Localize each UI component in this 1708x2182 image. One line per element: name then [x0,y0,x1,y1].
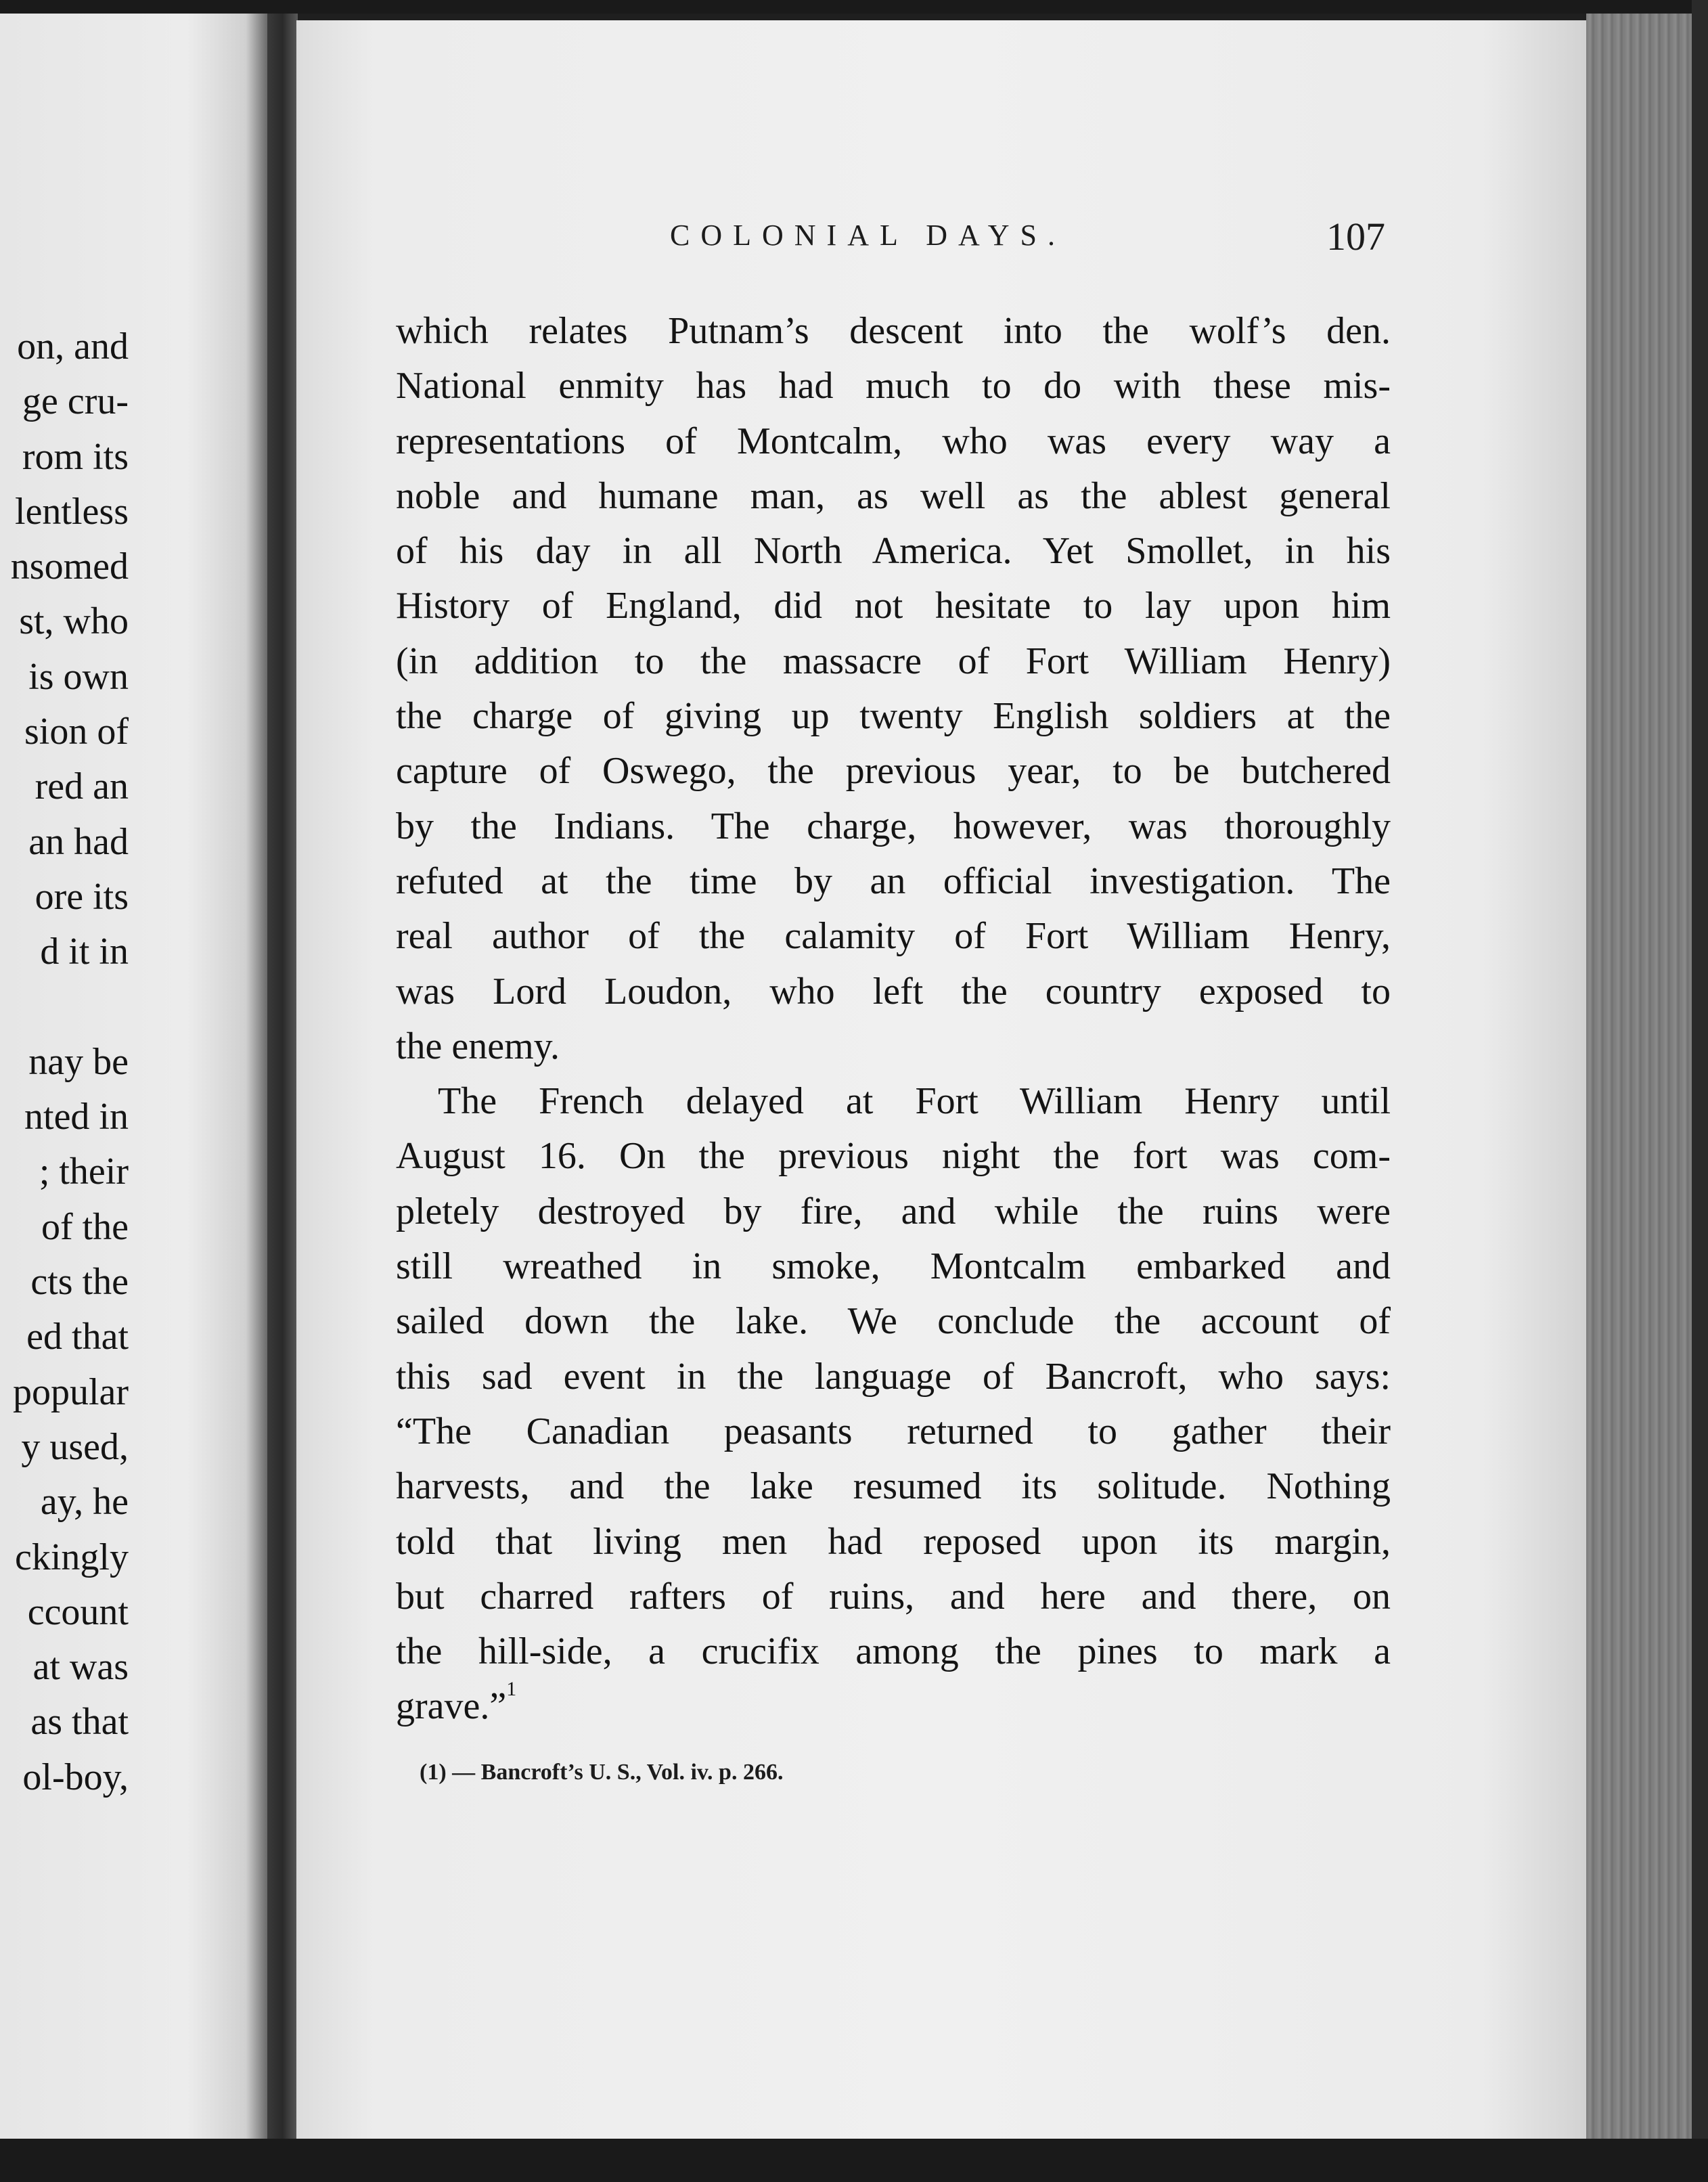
text-line: which relates Putnam’s descent into the wolf’s den. [396,310,1391,352]
scan-right-border [1692,0,1708,2182]
text-line: real author of the calamity of Fort William Henry, [396,915,1391,958]
footnote-marker: 1 [506,1678,517,1701]
left-line: ; their [39,1151,129,1193]
text-line: the enemy. [396,1025,560,1067]
left-line: ckingly [15,1536,129,1578]
text-line: but charred rafters of ruins, and here and there, on [396,1575,1391,1618]
left-line: y used, [21,1425,129,1468]
left-line: st, who [19,600,129,643]
text-line: (in addition to the massacre of Fort William Henry) [396,640,1391,682]
left-line: at was [32,1646,129,1689]
page-number: 107 [1326,215,1385,259]
left-line: nay be [28,1040,129,1083]
text-line: grave.” [396,1685,507,1728]
text-line: by the Indians. The charge, however, was thoroughly [396,805,1391,847]
left-facing-page [0,14,267,2139]
left-line: popular [12,1371,129,1413]
footnote: (1) — Bancroft’s U. S., Vol. iv. p. 266. [420,1760,784,1785]
left-paragraph-gap [0,980,129,1035]
text-line: sailed down the lake. We conclude the account of [396,1300,1391,1343]
text-line: still wreathed in smoke, Montcalm embarked and [396,1245,1391,1288]
body-text [396,304,1391,1735]
left-line: ay, he [40,1481,129,1523]
text-line: capture of Oswego, the previous year, to be butchered [396,750,1391,793]
left-line: nsomed [10,546,129,588]
left-line: sion of [24,711,129,753]
text-line: representations of Montcalm, who was every way a [396,420,1391,462]
text-line: harvests, and the lake resumed its solitude. Nothing [396,1465,1391,1508]
left-line: on, and [17,326,129,368]
text-line: National enmity has had much to do with these mis- [396,365,1391,407]
text-line: The French delayed at Fort William Henry until [438,1080,1391,1123]
left-line: red an [35,765,129,808]
text-line: was Lord Loudon, who left the country exposed to [396,970,1391,1012]
scan-top-border [0,0,1708,14]
running-header: COLONIAL DAYS. [670,219,1066,252]
left-line: ol-boy, [22,1756,129,1798]
page-edge-block [1586,14,1708,2145]
book-gutter [267,14,298,2139]
scan-bottom-border [0,2139,1708,2182]
text-line: pletely destroyed by fire, and while the ruins were [396,1190,1391,1232]
left-page-text [0,319,129,1805]
text-line: the hill-side, a crucifix among the pines to mark a [396,1630,1391,1673]
left-line: ccount [27,1590,129,1633]
left-line: ore its [35,875,129,918]
left-line: nted in [24,1096,129,1138]
left-line: ed that [26,1316,129,1358]
left-line: lentless [15,490,129,533]
left-line: an had [28,820,129,863]
left-line: as that [30,1701,129,1743]
left-line: of the [41,1205,129,1248]
text-line: “The Canadian peasants returned to gather their [396,1410,1391,1452]
left-line: is own [28,655,129,698]
text-line: August 16. On the previous night the fort was com- [396,1135,1391,1178]
left-line: cts the [30,1261,129,1304]
text-line: refuted at the time by an official investigation. The [396,860,1391,902]
left-line: d it in [40,931,129,973]
text-line: this sad event in the language of Bancroft, who says: [396,1355,1391,1398]
text-line: History of England, did not hesitate to lay upon him [396,585,1391,627]
text-line: told that living men had reposed upon its margin, [396,1520,1391,1563]
left-line: rom its [22,435,129,478]
text-line: of his day in all North America. Yet Smollet, in his [396,530,1391,573]
text-line: the charge of giving up twenty English soldiers at the [396,695,1391,738]
left-line: ge cru- [22,380,129,423]
text-line: noble and humane man, as well as the ablest general [396,474,1391,517]
text-line-with-footnote [396,1679,1391,1734]
